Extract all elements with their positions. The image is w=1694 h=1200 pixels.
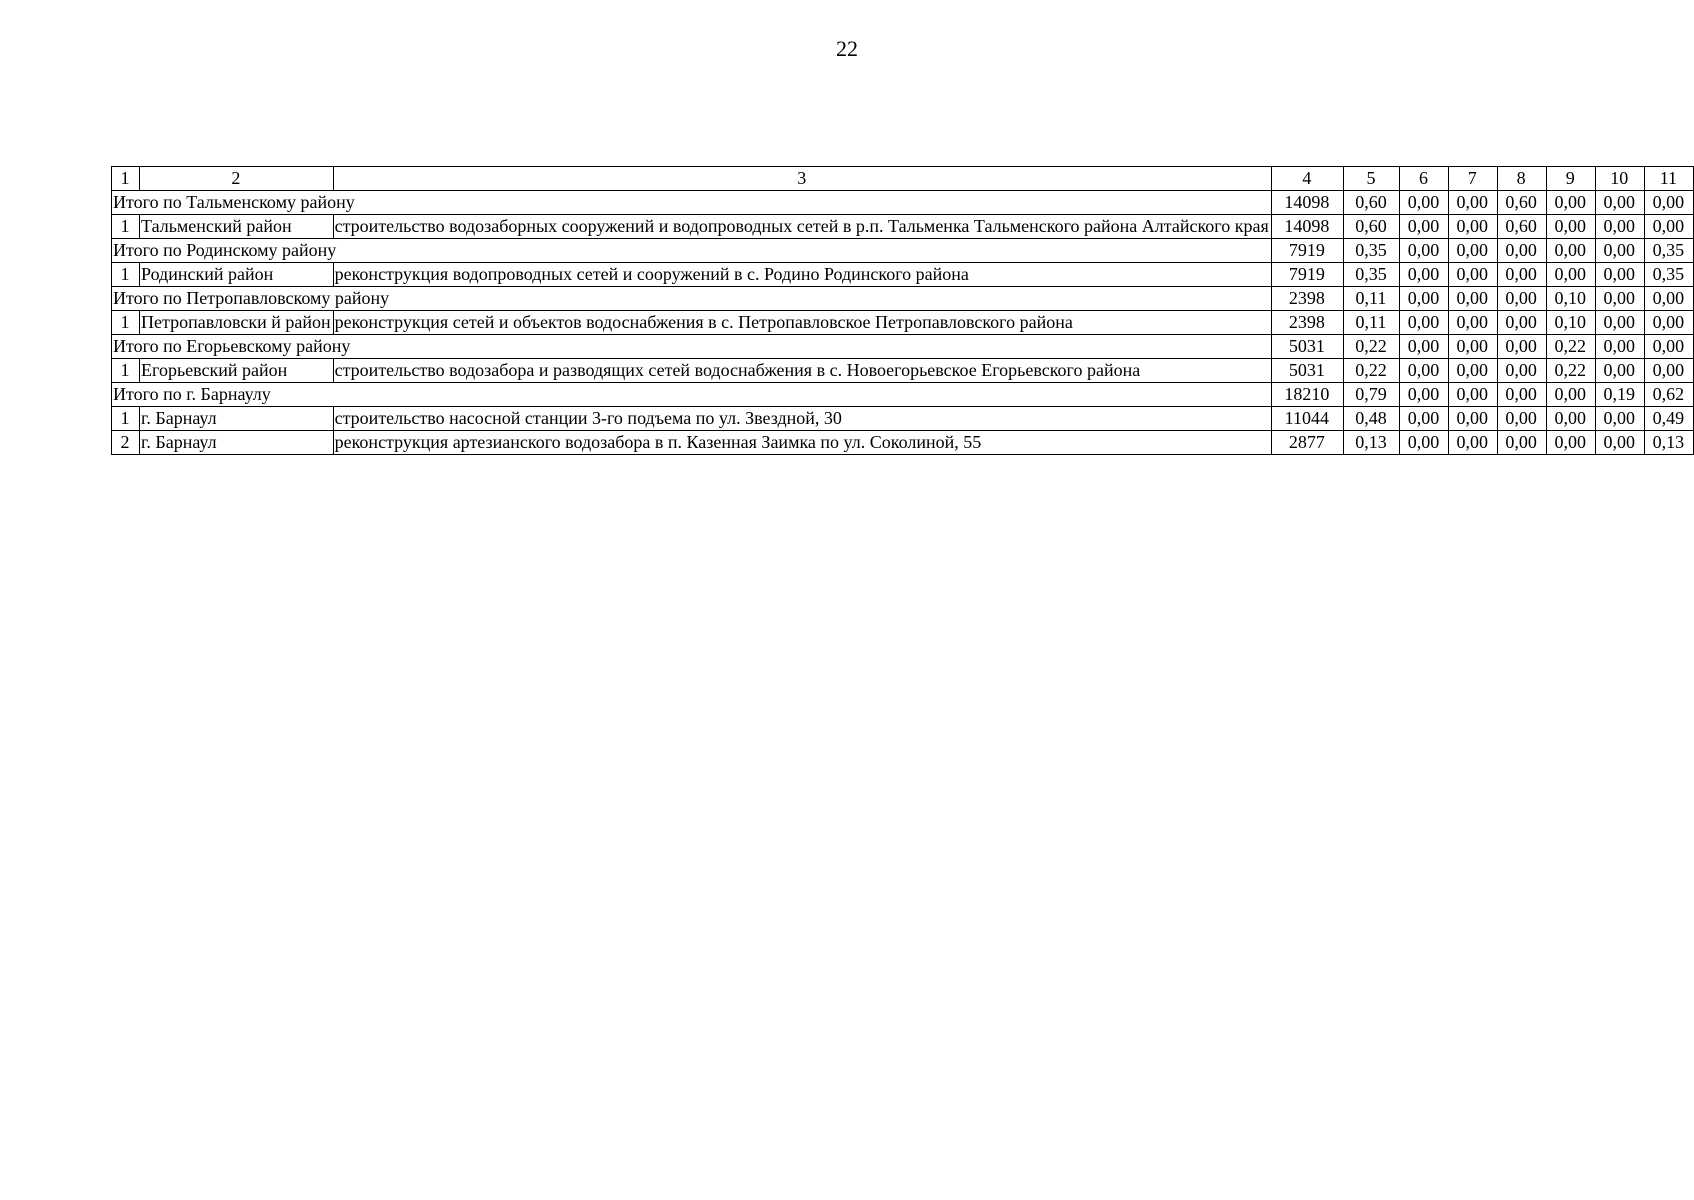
row-value: 0,00 (1399, 311, 1448, 335)
project-description: строительство водозаборных сооружений и водопроводных сетей в р.п. Тальменка Тальменского района Алтайского края (333, 215, 1271, 239)
row-value: 0,00 (1448, 431, 1497, 455)
group-total-value: 0,00 (1644, 335, 1693, 359)
row-value: 5031 (1271, 359, 1343, 383)
table-row (112, 263, 1694, 287)
column-header: 4 (1271, 167, 1343, 191)
row-number: 1 (112, 359, 140, 383)
row-value: 0,00 (1546, 215, 1595, 239)
column-header: 9 (1546, 167, 1595, 191)
district-name: г. Барнаул (140, 431, 334, 455)
row-value: 7919 (1271, 263, 1343, 287)
group-total-value: 0,00 (1399, 335, 1448, 359)
group-total-value: 0,79 (1343, 383, 1399, 407)
row-value: 2398 (1271, 311, 1343, 335)
group-total-label: Итого по Тальменскому району (112, 191, 1272, 215)
group-total-value: 0,00 (1448, 287, 1497, 311)
row-value: 0,13 (1343, 431, 1399, 455)
row-value: 0,00 (1448, 311, 1497, 335)
row-value: 0,00 (1399, 359, 1448, 383)
group-total-value: 0,00 (1448, 191, 1497, 215)
project-description: реконструкция сетей и объектов водоснабжения в с. Петропавловское Петропавловского района (333, 311, 1271, 335)
project-description: строительство водозабора и разводящих сетей водоснабжения в с. Новоегорьевское Егорьевского района (333, 359, 1271, 383)
row-number: 2 (112, 431, 140, 455)
group-total-value: 2398 (1271, 287, 1343, 311)
group-total-value: 0,11 (1343, 287, 1399, 311)
table-body (112, 167, 1694, 455)
group-total-value: 0,35 (1644, 239, 1693, 263)
group-total-value: 0,00 (1546, 239, 1595, 263)
row-value: 0,00 (1644, 359, 1693, 383)
row-value: 0,00 (1448, 263, 1497, 287)
table-row (112, 407, 1694, 431)
group-total-label: Итого по Родинскому району (112, 239, 1272, 263)
row-value: 14098 (1271, 215, 1343, 239)
group-total-value: 5031 (1271, 335, 1343, 359)
row-value: 0,00 (1399, 263, 1448, 287)
group-total-value: 0,60 (1497, 191, 1546, 215)
row-value: 0,00 (1497, 311, 1546, 335)
column-header: 3 (333, 167, 1271, 191)
group-total-value: 0,00 (1497, 239, 1546, 263)
row-value: 0,00 (1595, 263, 1644, 287)
group-total-value: 0,00 (1448, 239, 1497, 263)
group-total-value: 0,00 (1595, 239, 1644, 263)
table-row (112, 311, 1694, 335)
row-value: 0,00 (1546, 431, 1595, 455)
group-total-value: 0,10 (1546, 287, 1595, 311)
group-total-label: Итого по г. Барнаулу (112, 383, 1272, 407)
group-total-value: 0,00 (1399, 383, 1448, 407)
column-header: 11 (1644, 167, 1693, 191)
row-number: 1 (112, 263, 140, 287)
row-value: 0,00 (1399, 215, 1448, 239)
row-value: 2877 (1271, 431, 1343, 455)
table-row (112, 359, 1694, 383)
column-header: 1 (112, 167, 140, 191)
row-value: 0,00 (1546, 263, 1595, 287)
group-total-row (112, 287, 1694, 311)
group-total-value: 0,00 (1595, 335, 1644, 359)
column-header: 7 (1448, 167, 1497, 191)
district-name: Егорьевский район (140, 359, 334, 383)
row-value: 0,49 (1644, 407, 1693, 431)
row-value: 0,00 (1644, 215, 1693, 239)
project-description: реконструкция артезианского водозабора в п. Казенная Заимка по ул. Соколиной, 55 (333, 431, 1271, 455)
district-name: Петропавловски й район (140, 311, 334, 335)
row-value: 0,00 (1497, 407, 1546, 431)
district-name: Родинский район (140, 263, 334, 287)
group-total-value: 0,00 (1546, 191, 1595, 215)
group-total-value: 7919 (1271, 239, 1343, 263)
row-value: 0,11 (1343, 311, 1399, 335)
district-name: г. Барнаул (140, 407, 334, 431)
group-total-row (112, 239, 1694, 263)
group-total-value: 0,00 (1448, 335, 1497, 359)
group-total-value: 18210 (1271, 383, 1343, 407)
group-total-row (112, 383, 1694, 407)
group-total-value: 0,35 (1343, 239, 1399, 263)
group-total-value: 0,60 (1343, 191, 1399, 215)
data-table (111, 166, 1694, 455)
row-value: 0,13 (1644, 431, 1693, 455)
row-value: 0,60 (1497, 215, 1546, 239)
group-total-value: 0,00 (1399, 239, 1448, 263)
group-total-value: 0,00 (1644, 191, 1693, 215)
page-number: 22 (836, 36, 858, 61)
group-total-value: 0,00 (1399, 191, 1448, 215)
row-value: 0,00 (1497, 431, 1546, 455)
group-total-row (112, 191, 1694, 215)
table-header-row (112, 167, 1694, 191)
table-row (112, 431, 1694, 455)
group-total-value: 0,19 (1595, 383, 1644, 407)
row-value: 0,00 (1595, 215, 1644, 239)
column-header: 6 (1399, 167, 1448, 191)
row-value: 0,35 (1343, 263, 1399, 287)
group-total-value: 0,22 (1546, 335, 1595, 359)
column-header: 5 (1343, 167, 1399, 191)
row-value: 0,60 (1343, 215, 1399, 239)
row-number: 1 (112, 407, 140, 431)
group-total-label: Итого по Петропавловскому району (112, 287, 1272, 311)
row-number: 1 (112, 311, 140, 335)
row-value: 11044 (1271, 407, 1343, 431)
row-value: 0,00 (1497, 359, 1546, 383)
group-total-value: 0,00 (1595, 191, 1644, 215)
row-value: 0,00 (1448, 359, 1497, 383)
table-row (112, 215, 1694, 239)
project-description: строительство насосной станции 3-го подъема по ул. Звездной, 30 (333, 407, 1271, 431)
group-total-value: 0,00 (1448, 383, 1497, 407)
group-total-value: 0,00 (1497, 383, 1546, 407)
row-value: 0,00 (1644, 311, 1693, 335)
row-value: 0,00 (1595, 359, 1644, 383)
district-name: Тальменский район (140, 215, 334, 239)
row-value: 0,22 (1343, 359, 1399, 383)
group-total-row (112, 335, 1694, 359)
row-value: 0,22 (1546, 359, 1595, 383)
row-value: 0,35 (1644, 263, 1693, 287)
row-value: 0,00 (1595, 407, 1644, 431)
group-total-value: 0,22 (1343, 335, 1399, 359)
row-value: 0,48 (1343, 407, 1399, 431)
group-total-value: 0,62 (1644, 383, 1693, 407)
row-value: 0,00 (1399, 431, 1448, 455)
column-header: 10 (1595, 167, 1644, 191)
group-total-value: 0,00 (1497, 335, 1546, 359)
row-value: 0,00 (1497, 263, 1546, 287)
group-total-value: 0,00 (1595, 287, 1644, 311)
row-value: 0,00 (1448, 215, 1497, 239)
group-total-value: 0,00 (1644, 287, 1693, 311)
column-header: 8 (1497, 167, 1546, 191)
row-value: 0,00 (1595, 311, 1644, 335)
group-total-value: 0,00 (1497, 287, 1546, 311)
row-value: 0,00 (1448, 407, 1497, 431)
row-value: 0,00 (1595, 431, 1644, 455)
group-total-value: 0,00 (1546, 383, 1595, 407)
column-header: 2 (140, 167, 334, 191)
group-total-value: 0,00 (1399, 287, 1448, 311)
row-value: 0,00 (1399, 407, 1448, 431)
group-total-label: Итого по Егорьевскому району (112, 335, 1272, 359)
group-total-value: 14098 (1271, 191, 1343, 215)
row-value: 0,10 (1546, 311, 1595, 335)
row-value: 0,00 (1546, 407, 1595, 431)
row-number: 1 (112, 215, 140, 239)
project-description: реконструкция водопроводных сетей и сооружений в с. Родино Родинского района (333, 263, 1271, 287)
